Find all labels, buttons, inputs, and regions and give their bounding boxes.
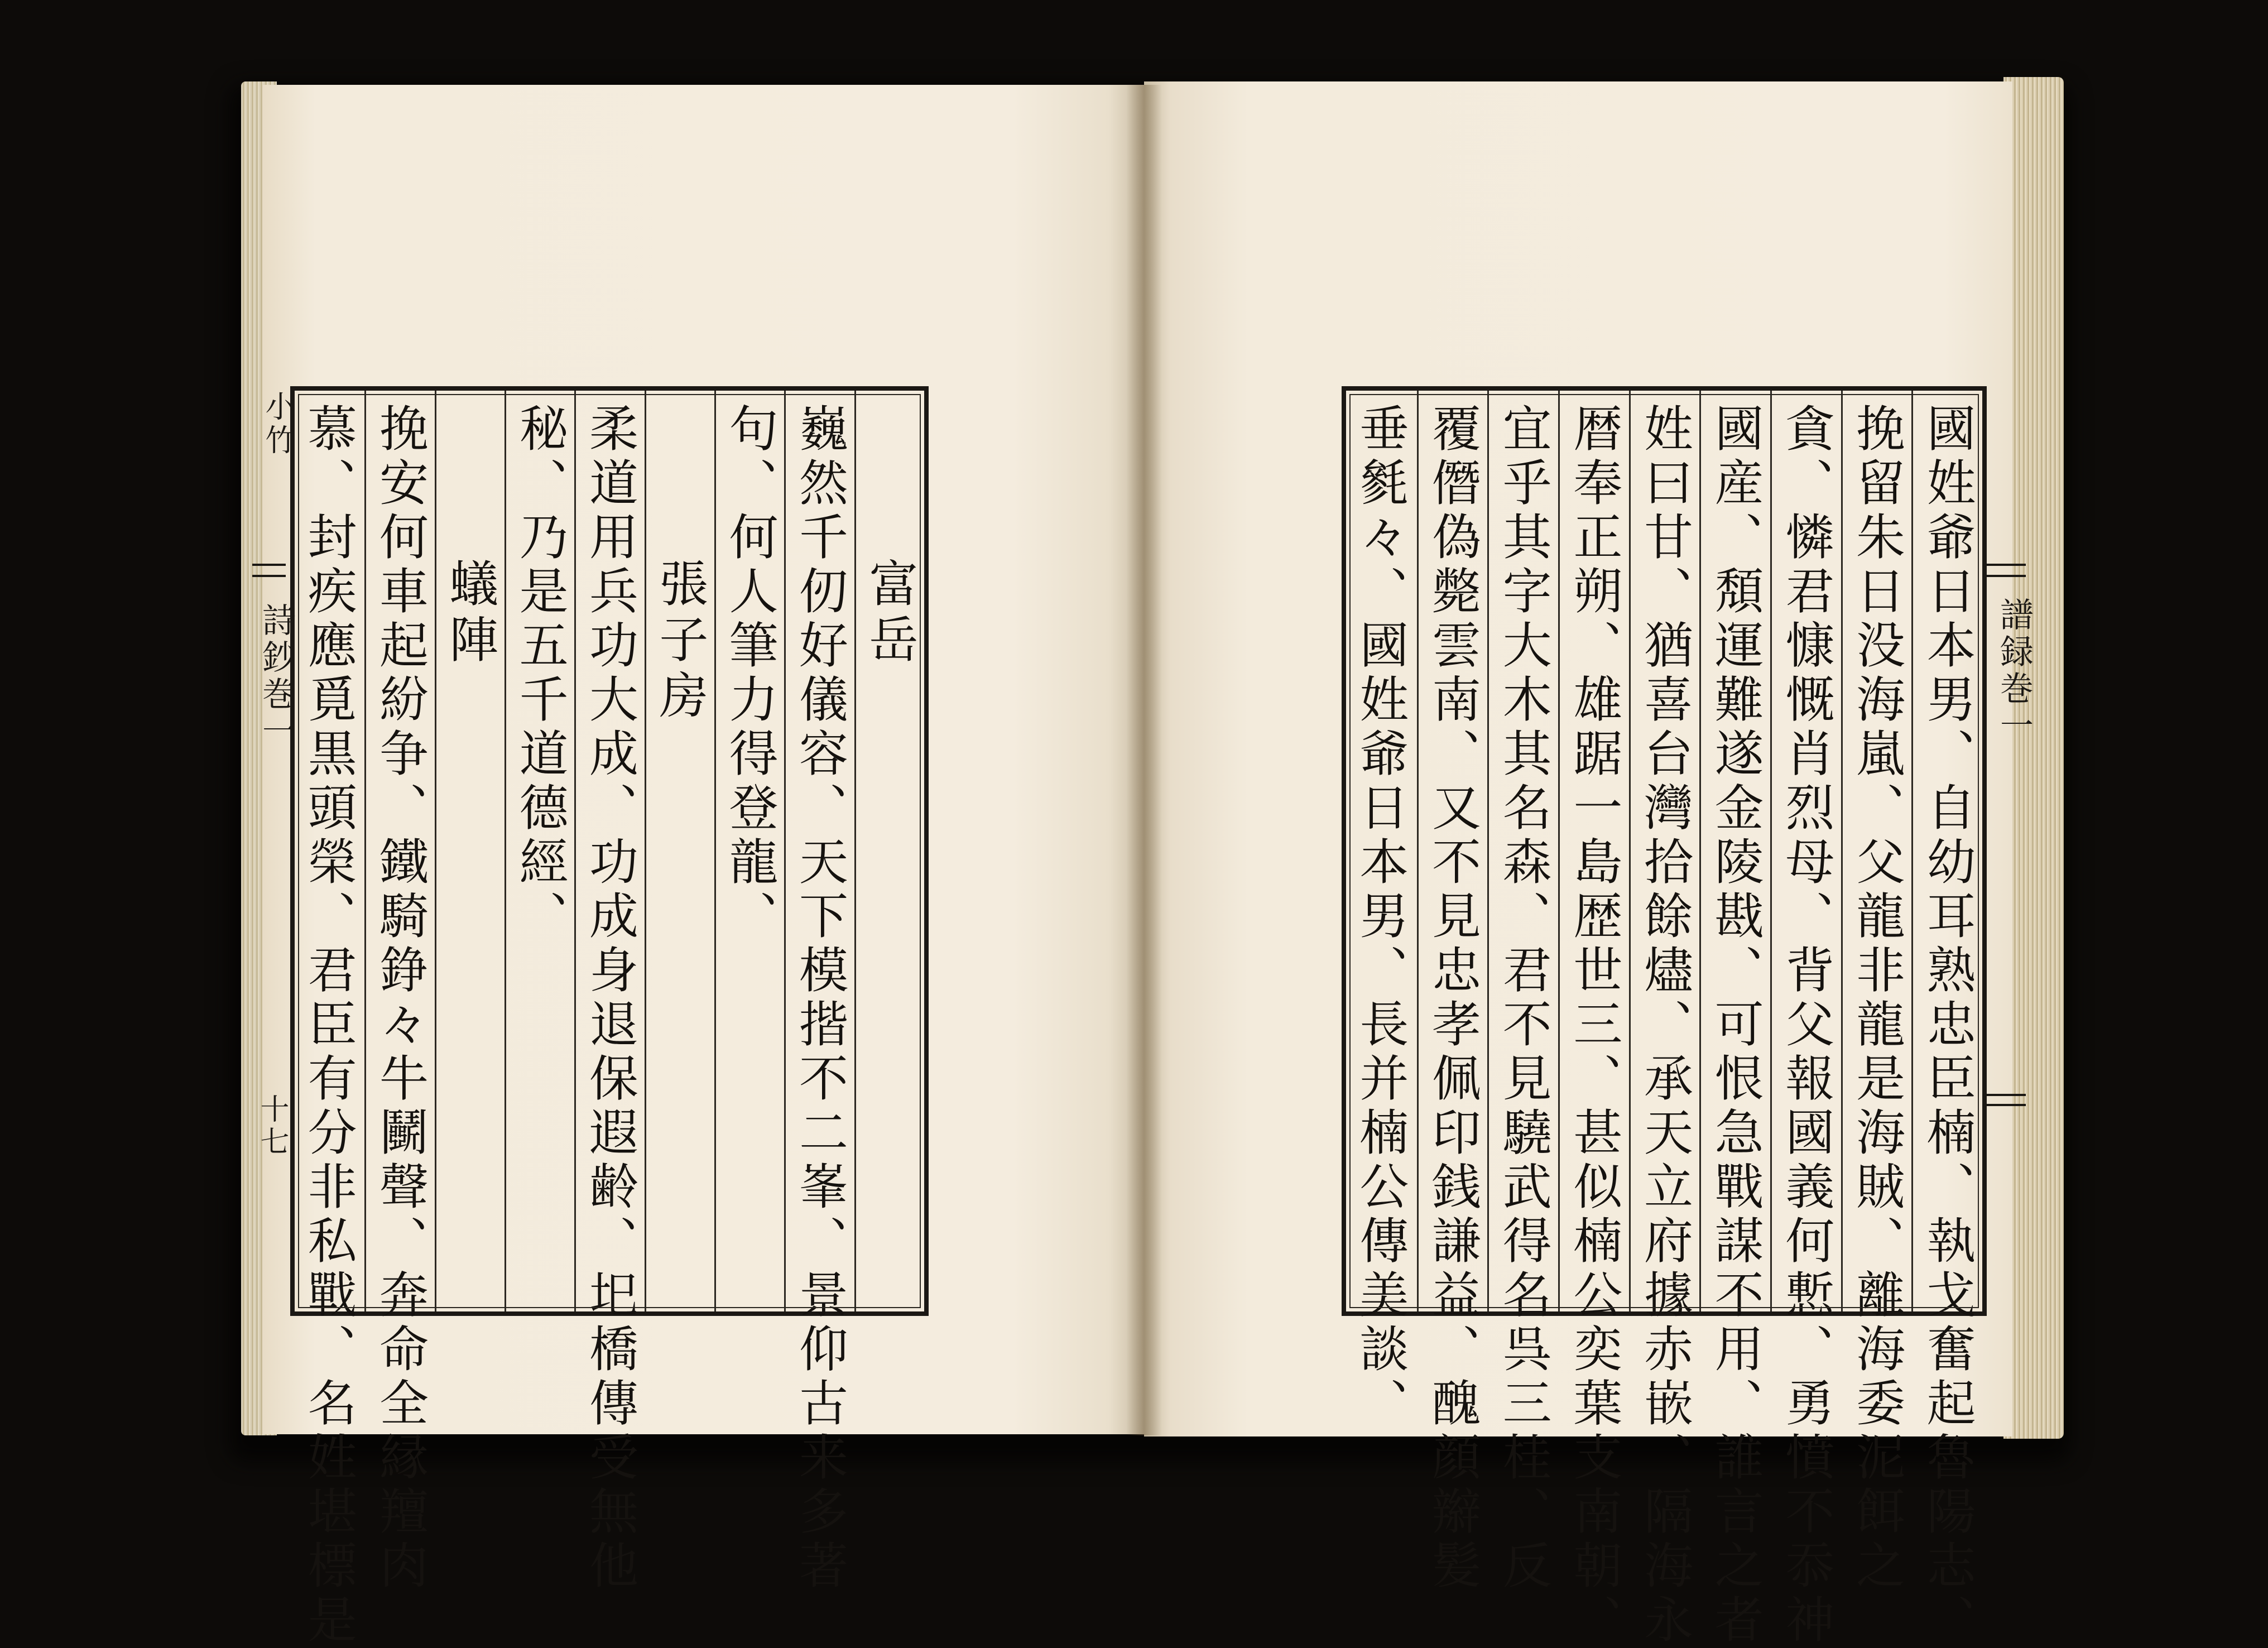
fish-tail-mark [1987, 575, 2026, 577]
poem-text-line: 柔道用兵功大成、功成身退保遐齢、圯橋傳受無他 [581, 403, 639, 1594]
left-page-column [295, 391, 364, 1648]
left-page-column [645, 391, 716, 1311]
left-page-column [504, 391, 576, 1311]
poem-text-line: 國産、頽運難遂金陵戡、可恨急戰謀不用、誰言之者 [1707, 403, 1765, 1648]
poem-text-line: 句、何人筆力得登龍、 [721, 403, 779, 944]
book-gutter [1126, 85, 1162, 1435]
left-margin-top-label: 小竹 [261, 391, 296, 458]
left-page-column [854, 391, 926, 1311]
poem-title: 蟻陣 [441, 558, 499, 670]
right-page-column [1487, 391, 1560, 1594]
right-page-column [1911, 391, 1984, 1648]
poem-text-line: 挽留朱日没海嵐、父龍非龍是海賊、離海委泥餌之 [1848, 403, 1906, 1594]
left-margin-folio: 十七 [255, 1094, 289, 1159]
right-text-frame [1342, 386, 1987, 1648]
poem-text-line: 秘、乃是五千道德經、 [511, 403, 569, 944]
poem-title: 張子房 [651, 558, 709, 725]
right-page-column [1699, 391, 1772, 1648]
poem-text-line: 暦奉正朔、雄踞一島歴世三、甚似楠公奕葉支南朝、 [1565, 403, 1623, 1648]
left-page-column [574, 391, 646, 1594]
poem-text-line: 垂毿々、國姓爺日本男、長并楠公傳美談、 [1352, 403, 1410, 1431]
poem-text-line: 姓曰甘、猶喜台灣拾餘燼、承天立府據赤嵌、隔海永 [1636, 403, 1694, 1648]
left-page-column [714, 391, 786, 1311]
left-page-column [364, 391, 436, 1594]
left-text-frame [290, 386, 929, 1648]
right-page-column [1346, 391, 1417, 1431]
right-page-column [1629, 391, 1702, 1648]
right-page-edges [2003, 77, 2064, 1439]
poem-text-line: 覆僭偽斃雲南、又不見忠孝佩印銭謙益、醜顔辮髪 [1424, 403, 1482, 1594]
poem-text-line: 國姓爺日本男、自幼耳熟忠臣楠、執戈奮起魯陽志、 [1919, 403, 1977, 1648]
left-margin-section-label: 詩鈔巻一 [257, 603, 296, 750]
right-page-column [1558, 391, 1631, 1648]
poem-title: 富岳 [861, 558, 919, 670]
fish-tail-mark [252, 575, 286, 577]
right-page-column [1417, 391, 1489, 1594]
fish-tail-mark [1987, 1104, 2026, 1106]
poem-text-line: 慕、封疾應覓黒頭榮、君臣有分非私戰、名姓堪標是 [300, 403, 358, 1648]
right-page-column [1841, 391, 1914, 1594]
poem-text-line: 巍然千仞好儀容、天下模揩不二峯、景仰古来多著 [791, 403, 849, 1594]
left-page-column [784, 391, 856, 1594]
fish-tail-mark [1987, 564, 2026, 566]
right-page-column [1770, 391, 1843, 1648]
poem-text-line: 宜乎其字大木其名森、君不見驍武得名呉三桂、反 [1495, 403, 1553, 1594]
fish-tail-mark [252, 564, 286, 566]
poem-text-line: 貪、憐君慷慨肖烈母、背父報國義何慙、勇憤不忝神 [1777, 403, 1835, 1648]
fish-tail-mark [1987, 1094, 2026, 1096]
left-page-column [435, 391, 506, 1311]
poem-text-line: 挽安何車起紛争、鐵騎錚々牛鬭聲、奔命全縁羶肉 [371, 403, 429, 1594]
right-margin-section-label: 譜録巻一 [1995, 597, 2034, 744]
